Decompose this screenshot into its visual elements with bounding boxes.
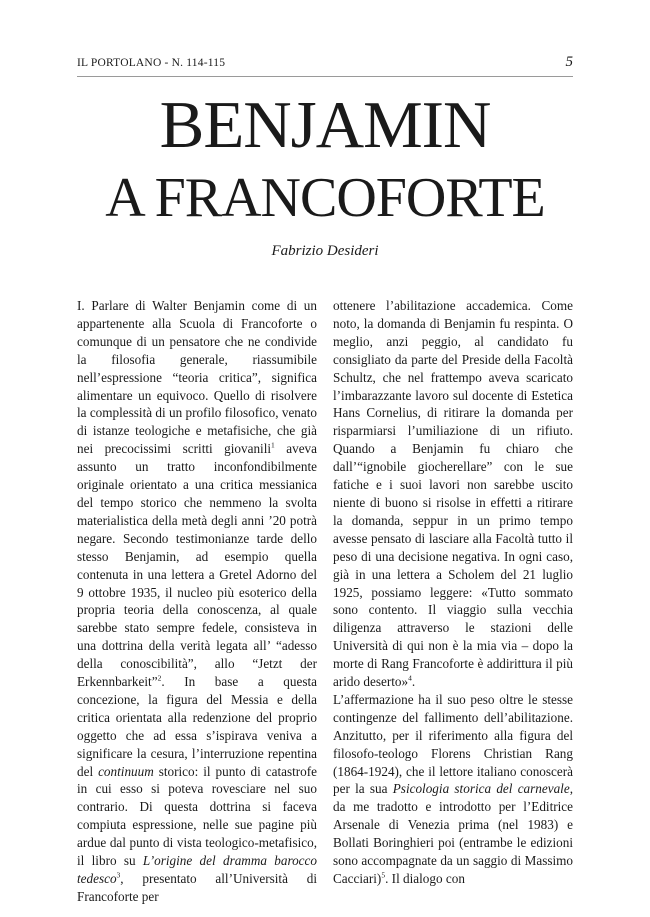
- footnote-marker: 5: [381, 870, 386, 880]
- body-text: .: [411, 674, 416, 690]
- article-title-line-2: A FRANCOFORTE: [105, 167, 545, 229]
- italic-text: L’origine del dramma barocco tedesco: [77, 853, 317, 886]
- body-text: . Il dialogo con: [385, 871, 465, 886]
- page-number: 5: [565, 54, 573, 70]
- header-rule: [77, 76, 573, 77]
- footnote-marker: 3: [116, 870, 121, 880]
- italic-text: Psicologia storica del carnevale: [392, 781, 570, 797]
- body-column-right: [333, 297, 573, 888]
- article-author: Fabrizio Desideri: [271, 243, 379, 259]
- footnote-marker: 2: [157, 673, 162, 683]
- article-title-line-1: BENJAMIN: [159, 88, 491, 162]
- body-text: L’affermazione ha il suo peso oltre le stesse contingenze del fallimento dell’abilitazione. Anzitutto, per il riferimento alla figura del filosofo-teologo Florens Christian Rang (1864-1924), che il lettore italiano conoscerà per la sua: [333, 691, 573, 797]
- italic-text: continuum: [98, 763, 154, 779]
- body-paragraph: [77, 297, 317, 906]
- footnote-marker: 4: [408, 673, 412, 683]
- running-head: IL PORTOLANO - N. 114-115: [77, 57, 226, 69]
- body-text: . In base a questa concezione, la figura del Messia e della critica orientata alla redenzione del proprio oggetto che ad essa s’ispirava veniva a significare la cesura, l’interruzione repentina del: [77, 674, 317, 779]
- body-text: aveva assunto un tratto inconfondibilmente originale orientato a una critica messianica del tempo storico che nemmeno la svolta materialistica della metà degli anni ’20 potrà negare. Secondo testimonianze tarde dello stesso Benjamin, ad esempio quella contenuta in una lettera a Gretel Adorno del 9 ottobre 1935, il nucleo più esoterico della propria teoria della conoscenza, al quale sarebbe stato sempre fedele, consisteva in una dottrina della verità legata all’ “adesso della conoscibilità”, allo “Jetzt der Erkennbarkeit”: [77, 441, 317, 690]
- body-text: , da me tradotto e introdotto per l’Editrice Arsenale di Venezia prima (nel 1983) e Bollati Boringhieri poi (entrambe le edizioni sono accompagnate da un saggio di Massimo Cacciari): [333, 781, 573, 886]
- body-paragraph: [333, 297, 573, 888]
- body-text: storico: il punto di catastrofe in cui esso si poteva rovesciare nel suo contrario. Di questa dottrina si faceva compiuta espressione, nelle sue pagine più ardue dal punto di vista teologico-metafisico, il libro su: [77, 763, 317, 869]
- body-text: I. Parlare di Walter Benjamin come di un appartenente alla Scuola di Francoforte o comunque di un pensatore che ne condivide la filosofia generale, riassumibile nell’espressione “teoria critica”, significa alimentare un equivoco. Quello di risolvere la complessità di un profilo filosofico, venato di istanze teologiche e metafisiche, che già nei precocissimi scritti giovanili: [77, 298, 317, 457]
- footnote-marker: 1: [271, 440, 275, 450]
- body-column-left: [77, 297, 317, 906]
- body-text: , presentato all’Università di Francoforte per: [77, 871, 317, 904]
- body-text: ottenere l’abilitazione accademica. Come noto, la domanda di Benjamin fu respinta. O meglio, anzi peggio, al candidato fu consigliato da parte del Preside della Facoltà Schultz, che nel frattempo aveva scaricato l’imbarazzante lavoro sul docente di Estetica Hans Cornelius, di ritirare la domanda per risparmiarsi l’umiliazione di un rifiuto. Quando a Benjamin fu chiaro che dall’“ignobile giocherellare” con le sue fatiche e i suoi lavori non sarebbe uscito niente di buono si risolse in effetti a ritirare la domanda, seppur in un primo tempo avesse pensato di lasciare alla Facoltà tutto il peso di una decisione negativa. In ogni caso, già in una lettera a Scholem del 21 luglio 1925, possiamo leggere: «Tutto sommato sono contento. Il viaggio sulla vecchia diligenza attraverso le stazioni delle Università di qui non è la mia via – dopo la morte di Rang Francoforte è addirittura il più arido deserto»: [333, 298, 573, 690]
